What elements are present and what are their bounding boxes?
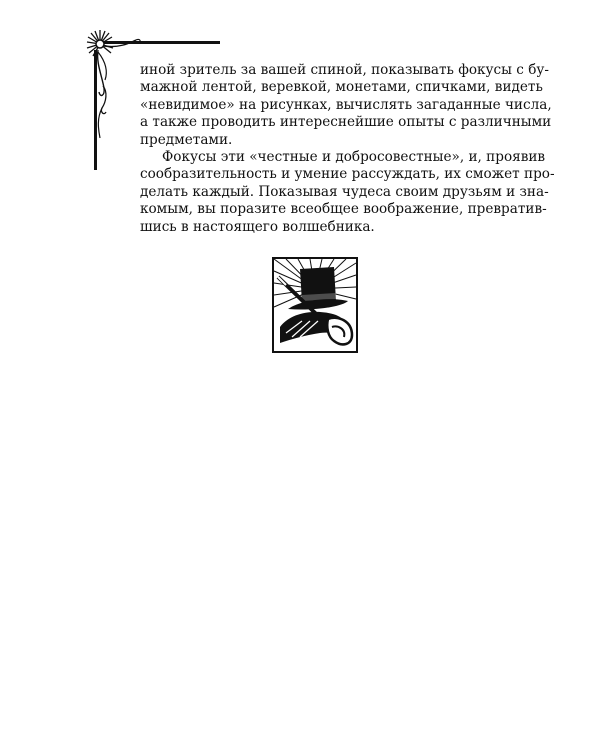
- text-line: сообразительность и умение рассуждать, их сможет про-: [140, 166, 555, 183]
- paragraph-2: [140, 149, 555, 236]
- text-line: иной зритель за вашей спиной, показывать фокусы с бу-: [140, 62, 549, 78]
- text-line: мажной лентой, веревкой, монетами, спичками, видеть: [140, 79, 543, 96]
- text-line: «невидимое» на рисунках, вычислять загаданные числа,: [140, 96, 552, 113]
- body-text: [140, 62, 555, 236]
- top-hat-magic-wand-icon: [272, 257, 358, 353]
- text-line: комым, вы поразите всеобщее воображение, превратив-: [140, 201, 547, 218]
- text-line: шись в настоящего волшебника.: [140, 218, 375, 235]
- text-line: а также проводить интереснейшие опыты с различными: [140, 114, 552, 131]
- text-line: предметами.: [140, 131, 233, 148]
- text-line: делать каждый. Показывая чудеса своим друзьям и зна-: [140, 183, 549, 200]
- paragraph-1: [140, 62, 552, 149]
- text-line: Фокусы эти «честные и добросовестные», и, проявив: [162, 149, 546, 166]
